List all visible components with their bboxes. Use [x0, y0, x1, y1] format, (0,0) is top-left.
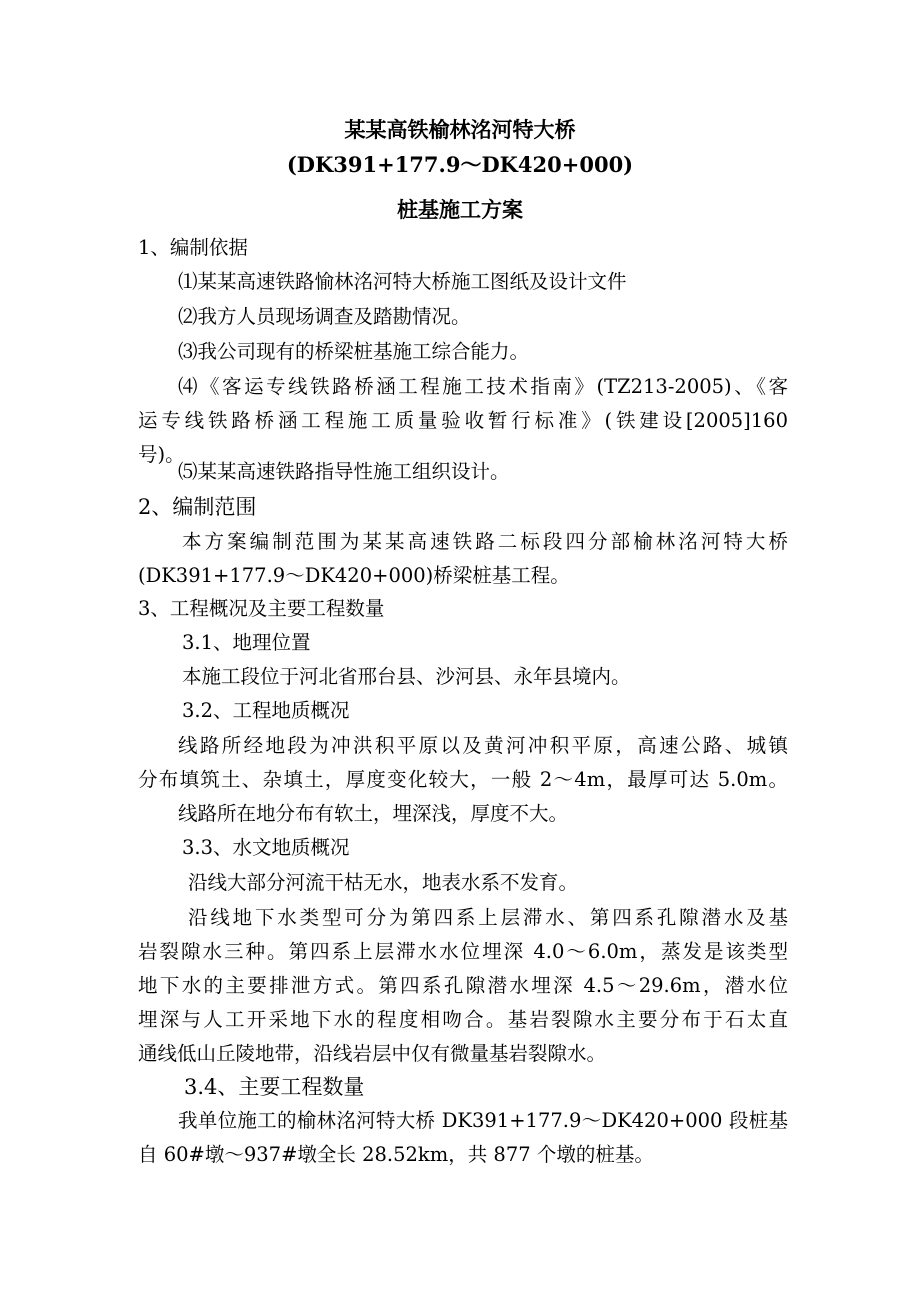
section-3-2-heading: 3.2、工程地质概况 — [182, 699, 350, 722]
section-3-3-paragraph-2-line-1: 沿线地下水类型可分为第四系上层滞水、第四系孔隙潜水及基 — [188, 906, 788, 929]
section-1-item-4-line-3: 号)。 — [138, 443, 185, 466]
section-3-1-heading: 3.1、地理位置 — [182, 631, 311, 654]
section-3-2-paragraph-1-line-1: 线路所经地段为冲洪积平原以及黄河冲积平原，高速公路、城镇 — [178, 734, 788, 757]
section-3-2-paragraph-1-line-2: 分布填筑土、杂填土，厚度变化较大，一般 2～4m，最厚可达 5.0m。 — [138, 768, 788, 791]
section-2-heading: 2、编制范围 — [138, 495, 257, 519]
section-3-3-paragraph-2-line-3: 地下水的主要排泄方式。第四系孔隙潜水埋深 4.5～29.6m，潜水位 — [138, 974, 788, 997]
section-3-heading: 3、工程概况及主要工程数量 — [138, 597, 385, 620]
section-1-item-2: ⑵我方人员现场调查及踏勘情况。 — [178, 305, 471, 328]
section-1-item-4-line-2: 运专线铁路桥涵工程施工质量验收暂行标准》(铁建设[2005]160 — [138, 409, 788, 432]
section-3-3-paragraph-2-line-4: 埋深与人工开采地下水的程度相吻合。基岩裂隙水主要分布于石太直 — [138, 1008, 788, 1031]
section-3-3-heading: 3.3、水文地质概况 — [182, 836, 350, 859]
section-3-2-paragraph-2: 线路所在地分布有软土，埋深浅，厚度不大。 — [178, 802, 569, 825]
section-3-3-paragraph-2-line-2: 岩裂隙水三种。第四系上层滞水水位埋深 4.0～6.0m，蒸发是该类型 — [138, 940, 788, 963]
section-3-4-paragraph-line-1: 我单位施工的榆林洺河特大桥 DK391+177.9～DK420+000 段桩基 — [178, 1109, 788, 1132]
section-1-item-5: ⑸某某高速铁路指导性施工组织设计。 — [178, 460, 510, 483]
section-3-1-paragraph: 本施工段位于河北省邢台县、沙河县、永年县境内。 — [182, 665, 631, 688]
section-1-item-3: ⑶我公司现有的桥梁桩基施工综合能力。 — [178, 340, 530, 363]
section-3-3-paragraph-2-line-5: 通线低山丘陵地带，沿线岩层中仅有微量基岩裂隙水。 — [138, 1042, 607, 1065]
doc-subtitle-plan: 桩基施工方案 — [397, 197, 523, 222]
doc-subtitle-range: (DK391+177.9～DK420+000) — [286, 152, 634, 177]
doc-title: 某某高铁榆林洺河特大桥 — [344, 117, 576, 142]
section-2-paragraph-line-2: (DK391+177.9～DK420+000)桥梁桩基工程。 — [138, 564, 570, 587]
section-3-4-paragraph-line-2: 自 60#墩～937#墩全长 28.52km，共 877 个墩的桩基。 — [138, 1143, 654, 1166]
section-3-4-heading: 3.4、主要工程数量 — [184, 1075, 365, 1099]
section-2-paragraph-line-1: 本方案编制范围为某某高速铁路二标段四分部榆林洺河特大桥 — [182, 530, 788, 553]
section-1-item-4-line-1: ⑷《客运专线铁路桥涵工程施工技术指南》(TZ213-2005)、《客 — [178, 375, 788, 398]
section-3-3-paragraph-1: 沿线大部分河流干枯无水，地表水系不发育。 — [188, 871, 579, 894]
section-1-item-1: ⑴某某高速铁路愉林洺河特大桥施工图纸及设计文件 — [178, 270, 627, 293]
section-1-heading: 1、编制依据 — [138, 236, 248, 259]
